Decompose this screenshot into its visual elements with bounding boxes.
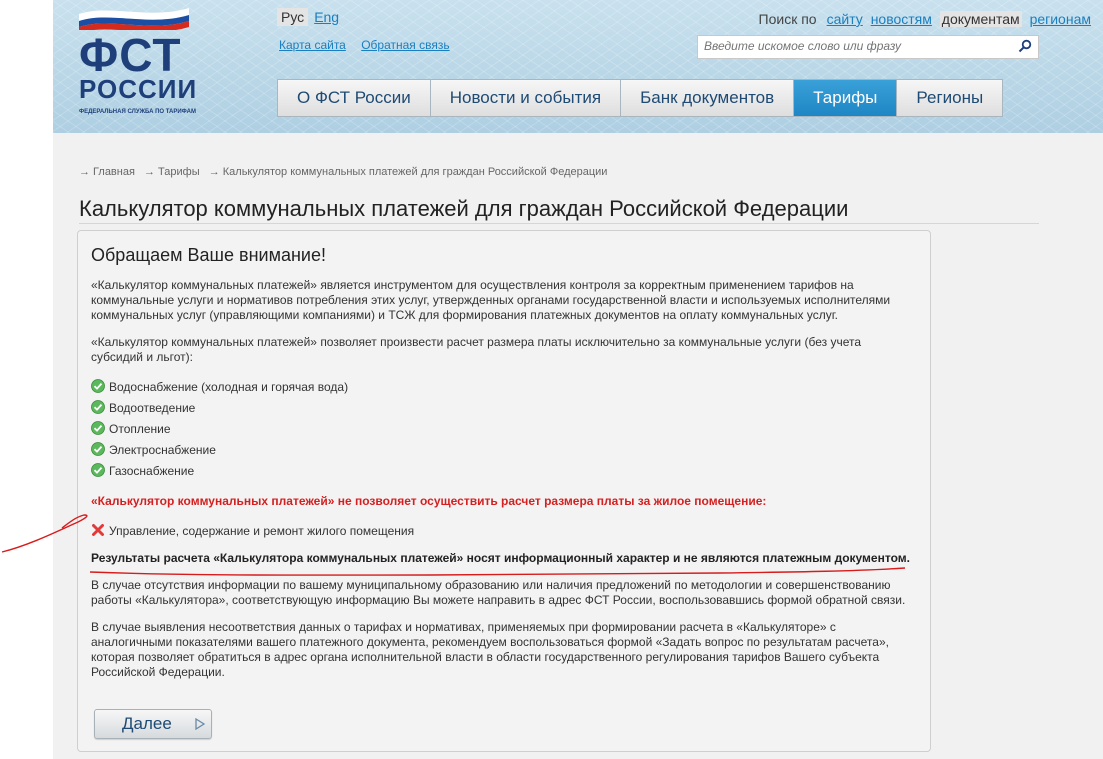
russian-flag-icon xyxy=(79,6,189,30)
fst-logo[interactable] xyxy=(79,6,199,116)
page xyxy=(53,0,1103,759)
breadcrumb-tariffs[interactable]: → Тарифы xyxy=(144,166,200,178)
breadcrumb-current: → Калькулятор коммунальных платежей для граждан Российской Федерации xyxy=(208,166,608,178)
list-item xyxy=(91,420,171,438)
top-links xyxy=(279,38,462,52)
allowed-service-heating: Отопление xyxy=(109,422,171,436)
lang-ru[interactable]: Рус xyxy=(277,8,308,26)
check-icon xyxy=(91,379,105,393)
list-item xyxy=(91,522,414,540)
notice-panel xyxy=(77,230,931,752)
list-item xyxy=(91,399,195,417)
list-item xyxy=(91,378,348,396)
search-scope xyxy=(759,11,1091,27)
notice-paragraph-1: «Калькулятор коммунальных платежей» является инструментом для осуществления контроля за корректным применением тарифов на коммунальные услуги и нормативов потребления этих услуг, утвержденных органами государственной власти и используемых исполнителями коммунальных услуг (управляющими компаниями) и ТСЖ для формирования платежных документов на оплату коммунальных услуг. xyxy=(91,278,891,322)
breadcrumb xyxy=(79,166,613,178)
play-arrow-icon xyxy=(195,718,205,730)
logo-text-main: ФСТ xyxy=(79,29,182,81)
search-scope-documents[interactable]: документам xyxy=(941,11,1020,27)
main-nav xyxy=(277,79,1003,117)
search-scope-site[interactable]: сайту xyxy=(826,11,863,27)
notice-paragraph-4: В случае выявления несоответствия данных о тарифах и нормативах, применяемых при формировании расчета в «Калькуляторе» с аналогичными показателями вашего платежного документа, рекомендуем воспользоваться формой «Задать вопрос по результатам расчета», которая позволяет обратиться в адрес органа исполнительной власти в области государственного регулирования тарифов Вашего субъекта Российской Федерации. xyxy=(91,620,889,679)
lang-en-link[interactable]: Eng xyxy=(314,9,340,25)
search-icon[interactable] xyxy=(1018,39,1032,53)
notice-title: Обращаем Ваше внимание! xyxy=(91,245,326,265)
check-icon xyxy=(91,421,105,435)
nav-item-regions[interactable]: Регионы xyxy=(897,80,1002,116)
list-item xyxy=(91,441,216,459)
nav-item-documents[interactable]: Банк документов xyxy=(621,80,794,116)
allowed-service-sewage: Водоотведение xyxy=(109,401,196,415)
check-icon xyxy=(91,400,105,414)
nav-item-about[interactable]: О ФСТ России xyxy=(278,80,431,116)
logo-tagline: ФЕДЕРАЛЬНАЯ СЛУЖБА ПО ТАРИФАМ xyxy=(79,109,196,115)
search-input[interactable] xyxy=(698,36,1010,56)
page-title: Калькулятор коммунальных платежей для граждан Российской Федерации xyxy=(79,196,849,221)
allowed-service-gas: Газоснабжение xyxy=(109,464,195,478)
search-scope-label: Поиск по xyxy=(758,11,817,27)
language-switcher xyxy=(277,8,339,26)
notice-paragraph-2: «Калькулятор коммунальных платежей» позволяет произвести расчет размера платы исключительно за коммунальные услуги (без учета субсидий и льгот): xyxy=(91,335,862,364)
logo-text-sub: РОССИИ xyxy=(79,74,198,104)
cross-icon xyxy=(91,523,105,537)
next-button[interactable] xyxy=(94,709,212,739)
list-item xyxy=(91,462,194,480)
notice-paragraph-3: В случае отсутствия информации по вашему муниципальному образованию или наличия предложений по методологии и совершенствованию работы «Калькулятора», соответствующую информацию Вы можете направить в адрес ФСТ России, воспользовавшись формой обратной связи. xyxy=(91,578,906,607)
nav-item-tariffs[interactable]: Тарифы xyxy=(794,80,897,116)
feedback-link[interactable]: Обратная связь xyxy=(361,38,450,52)
check-icon xyxy=(91,442,105,456)
warning-text: «Калькулятор коммунальных платежей» не позволяет осуществить расчет размера платы за жилое помещение: xyxy=(91,494,767,508)
denied-service-maintenance: Управление, содержание и ремонт жилого помещения xyxy=(109,524,415,538)
title-divider xyxy=(79,223,1039,224)
site-header xyxy=(53,0,1103,133)
search-scope-regions[interactable]: регионам xyxy=(1029,11,1091,27)
check-icon xyxy=(91,463,105,477)
sitemap-link[interactable]: Карта сайта xyxy=(279,38,346,52)
result-disclaimer: Результаты расчета «Калькулятора коммунальных платежей» носят информационный характер и не являются платежным документом. xyxy=(91,551,910,565)
search-scope-news[interactable]: новостям xyxy=(870,11,932,27)
allowed-service-water: Водоснабжение (холодная и горячая вода) xyxy=(109,380,349,394)
breadcrumb-home[interactable]: → Главная xyxy=(79,166,135,178)
nav-item-news[interactable]: Новости и события xyxy=(431,80,621,116)
allowed-service-electricity: Электроснабжение xyxy=(109,443,216,457)
search-box xyxy=(697,35,1039,59)
next-button-label: Далее xyxy=(122,714,172,733)
